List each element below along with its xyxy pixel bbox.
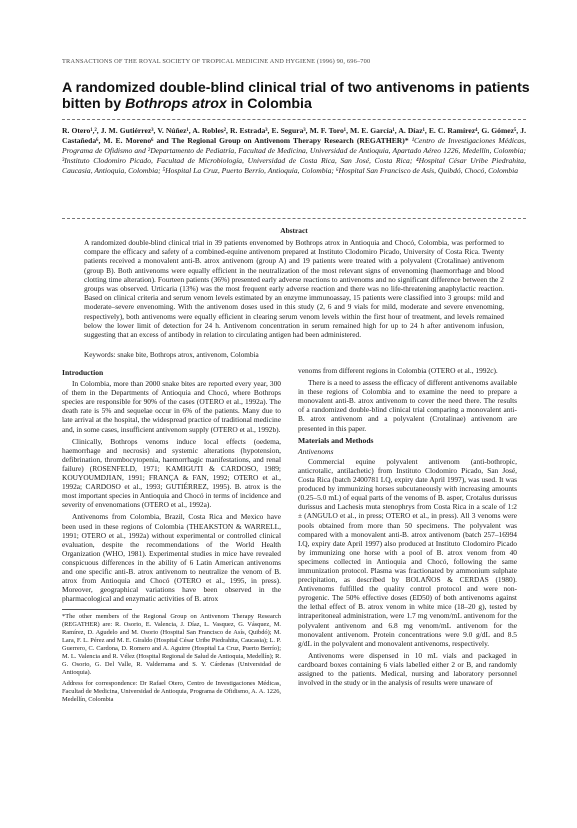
keywords-line: Keywords: snake bite, Bothrops atrox, antivenom, Colombia bbox=[84, 351, 259, 359]
author-block bbox=[62, 126, 526, 176]
footnote-rule bbox=[62, 609, 132, 610]
left-column bbox=[62, 366, 281, 707]
right-column bbox=[298, 366, 517, 690]
methods-paragraph: Antivenoms were dispensed in 10 mL vials and packaged in cardboard boxes containing 6 vials labelled either 2 or B, and randomly assigned to the patients. Medical, nursing and laboratory personnel involved in the study or in the analysis of results were unaware of bbox=[298, 650, 517, 688]
intro-continuation: venoms from different regions in Colombia (OTERO et al., 1992c). bbox=[298, 366, 498, 375]
antivenoms-subheading: Antivenoms bbox=[298, 446, 334, 456]
article-title bbox=[62, 80, 532, 112]
intro-paragraph: In Colombia, more than 2000 snake bites are reported every year, 300 of them in the Departments of Antioquia and Chocó, where Bothrops species are responsible for 90% of the cases (OTERO et al., 1992a). The death rate is 5% and sequelae occur in 6% of the patients. Many due to late arrival at the hospital, the widespread practice of traditional medicine and, in some cases, insufficient antivenom supply (OTERO et al., 1992b). bbox=[62, 379, 281, 434]
abstract-text: A randomized double-blind clinical trial in 39 patients envenomed by Bothrops atrox in Antioquia and Chocó, Colombia, was performed to compare the efficacy and safety of a combined-equine antivenom prepared at Instituto Clodomiro Picado, University of Costa Rica. Twenty patients received a monovalent anti-B. atrox antivenom (group A) and 19 patients were treated with a polyvalent (Crotalinae) antivenom (group B). Both antivenoms were equally efficient in the neutralization of the most relevant signs of envenoming (haemorrhage and blood clotting time alteration). Fourteen patients (36%) presented early adverse reactions to antivenoms and no significant difference between the 2 groups was observed. Urticaria (13%) was the most frequent early adverse reaction and there was no life-threatening anaphylactic reaction. Based on clinical criteria and serum venom levels estimated by an enzyme immunoassay, 15 patients were classified into 3 groups: mild and moderate–severe envenoming. With the antivenom doses used in this study (2, 6 and 9 vials for mild, moderate and severe envenoming, respectively), both antivenoms were equally efficient in clearing serum venom levels within the first hour of treatment, and levels remained below the lower limit of detection for 24 h. Antivenom concentration in serum remained high for up to 24 h after antivenom infusion, suggesting that an excess of antibody in relation to circulating antigen had been administered. bbox=[84, 238, 504, 340]
title-line: A randomized double-blind clinical trial of two antivenoms in patients bitten by bbox=[62, 80, 530, 112]
title-rule bbox=[62, 119, 526, 120]
author-names: R. Otero¹,², J. M. Gutiérrez³, V. Núñez¹, A. Robles², R. Estrada³, E. Segura³, M. F. Toro¹, M. E. García¹, A. Díaz¹, E. C. Ramírez⁴, G. Gómez⁵, J. Castañeda⁶, M. E. Moreno⁶ and The Regional Group on Antivenom Therapy Research bbox=[62, 126, 526, 145]
footnote-group-members: *The other members of the Regional Group on Antivenom Therapy Research (REGATHER) are: R. Osorio, E. Valencia, J. Díaz, L. Vasquez, G. Vásquez, M. Ramírez, D. Agudelo and M. Osorio (Hospital San Francisco de Asís, Quibdó); M. Lara, F. L. Pérez and M. E. Giraldo (Hospital César Uribe Piedrahita, Caucasia); L. P. Guerrero, C. Cardona, D. Romero and A. Aguirre (Hospital La Cruz, Puerto Berrío); M. L. Valencia and R. Vélez (Hospital Regional de Salud de Antioquia, Medellín); R. G. Osorio, G. Del Valle, R. Valderrama and S. Y. Cárdenas (Universidad de Antioquia). bbox=[62, 613, 281, 677]
methods-heading: Materials and Methods bbox=[298, 435, 374, 445]
introduction-heading: Introduction bbox=[62, 368, 104, 377]
footnote-address: Address for correspondence: Dr Rafael Otero, Centro de Investigaciones Médicas, Facultad de Medicina, Universidad de Antioquia, Programa de Ofidismo, A. A. 1226, Medellín, Colombia bbox=[62, 680, 281, 704]
intro-paragraph: Clinically, Bothrops venoms induce local effects (oedema, haemorrhage and necrosis) and systemic alterations (hypotension, defibrination, thrombocytopenia, haemorrhagic manifestations, and renal failure) (ROSENFELD, 1971; KAMIGUTI & CARDOSO, 1989; KOUYOUMDJIAN, 1991; FRANÇA & FAN, 1992; OTERO et al., 1992a; CARDOSO et al., 1993; GUTIÉRREZ, 1995). B. atrox is the most important species in Antioquia and Chocó in terms of incidence and severity of envenomations (OTERO et al., 1992a). bbox=[62, 436, 281, 510]
affiliation-rule bbox=[62, 218, 526, 219]
intro-paragraph: Antivenoms from Colombia, Brazil, Costa Rica and Mexico have been used in these regions of Colombia (THEAKSTON & WARRELL, 1991; OTERO et al., 1992a) without experimental or controlled clinical evaluation, despite the recommendations of the World Health Organization (WHO, 1981). Experimental studies in mice have revealed conspicuous differences in the ability of 6 Latin American antivenoms and one specific anti-B. atrox antivenom to neutralize the venom of B. atrox from Antioquia and Chocó (OTERO et al., 1995, in press). Moreover, geographical variations have been observed in the pharmacological and enzymatic activities of B. atrox bbox=[62, 512, 281, 604]
journal-header: TRANSACTIONS OF THE ROYAL SOCIETY OF TROPICAL MEDICINE AND HYGIENE (1996) 90, 696–700 bbox=[62, 58, 371, 65]
methods-paragraph: Commercial equine polyvalent antivenom (anti-bothropic, anticrotalic, antilachetic) from Instituto Clodomiro Picado, San José, Costa Rica (batch 2400781 LQ, expiry date April 1997), was used. It was produced by immunizing horses subcutaneously with increasing amounts (0.25–5.0 mL) of equal parts of the venoms of B. asper, Crotalus durissus durissus and Lachesis muta stenophrys from Costa Rica in a scale of 1:2 ± (ANGULO et al., in press; OTERO et al., in press). All 3 venoms were pools obtained from more than 50 specimens. The polyvalent was compared with a monovalent anti-B. atrox antivenom (batch 257–16994 I.Q, expiry date April 1997) also produced at Instituto Clodomiro Picado by immunizing one horse with a pool of B. atrox venom from 40 specimens collected in Antioquia and Chocó, following the same immunization protocol. Plasma was fractionated by ammonium sulphate precipitation, as described by BOLAÑOS & CERDAS (1980). Antivenoms fulfilled the quality control protocol and were non-pyrogenic. The 50% effective doses (ED50) of both antivenoms against the lethal effect of B. atrox venom in white mice (18–20 g), tested by intraperitoneal administration, were 1.7 mg venom/mL antivenom for the polyvalent antivenom and 6.8 mg venom/mL antivenom for the monovalent antivenom. Protein concentrations were 9.0 g/dL and 8.5 g/dL in the polyvalent and monovalent antivenoms, respectively. bbox=[298, 456, 517, 648]
intro-paragraph: There is a need to assess the efficacy of different antivenoms available in these regions of Colombia and to examine the need to prepare a monovalent anti-B. atrox antivenom to cover the need there. The results of a randomized double-blind clinical trial comparing a monovalent anti-B. atrox antivenom and a polyvalent (Crotalinae) antivenom are presented in this paper. bbox=[298, 378, 517, 433]
title-species: Bothrops atrox bbox=[125, 96, 227, 112]
abstract-heading: Abstract bbox=[280, 226, 308, 235]
author-affiliations: ¹Centro de Investigaciones Médicas, Programa de Ofidismo and ²Departamento de Pediatría, Facultad de Medicina, Universidad de Antioquia, Apartado Aéreo 1226, Medellín, Colombia; ³Instituto Clodomiro Picado, Facultad de Microbiología, Universidad de Costa Rica, San José, Costa Rica; ⁴Hospital César Uribe Piedrahita, Caucasia, Antioquia, Colombia; ⁵Hospital La Cruz, Puerto Berrío, Antioquia, Colombia; ⁶Hospital San Francisco de Asís, Quibdó, Chocó, Colombia bbox=[62, 136, 527, 175]
author-group-tag: (REGATHER)* bbox=[356, 136, 409, 145]
title-tail: in Colombia bbox=[226, 96, 312, 112]
